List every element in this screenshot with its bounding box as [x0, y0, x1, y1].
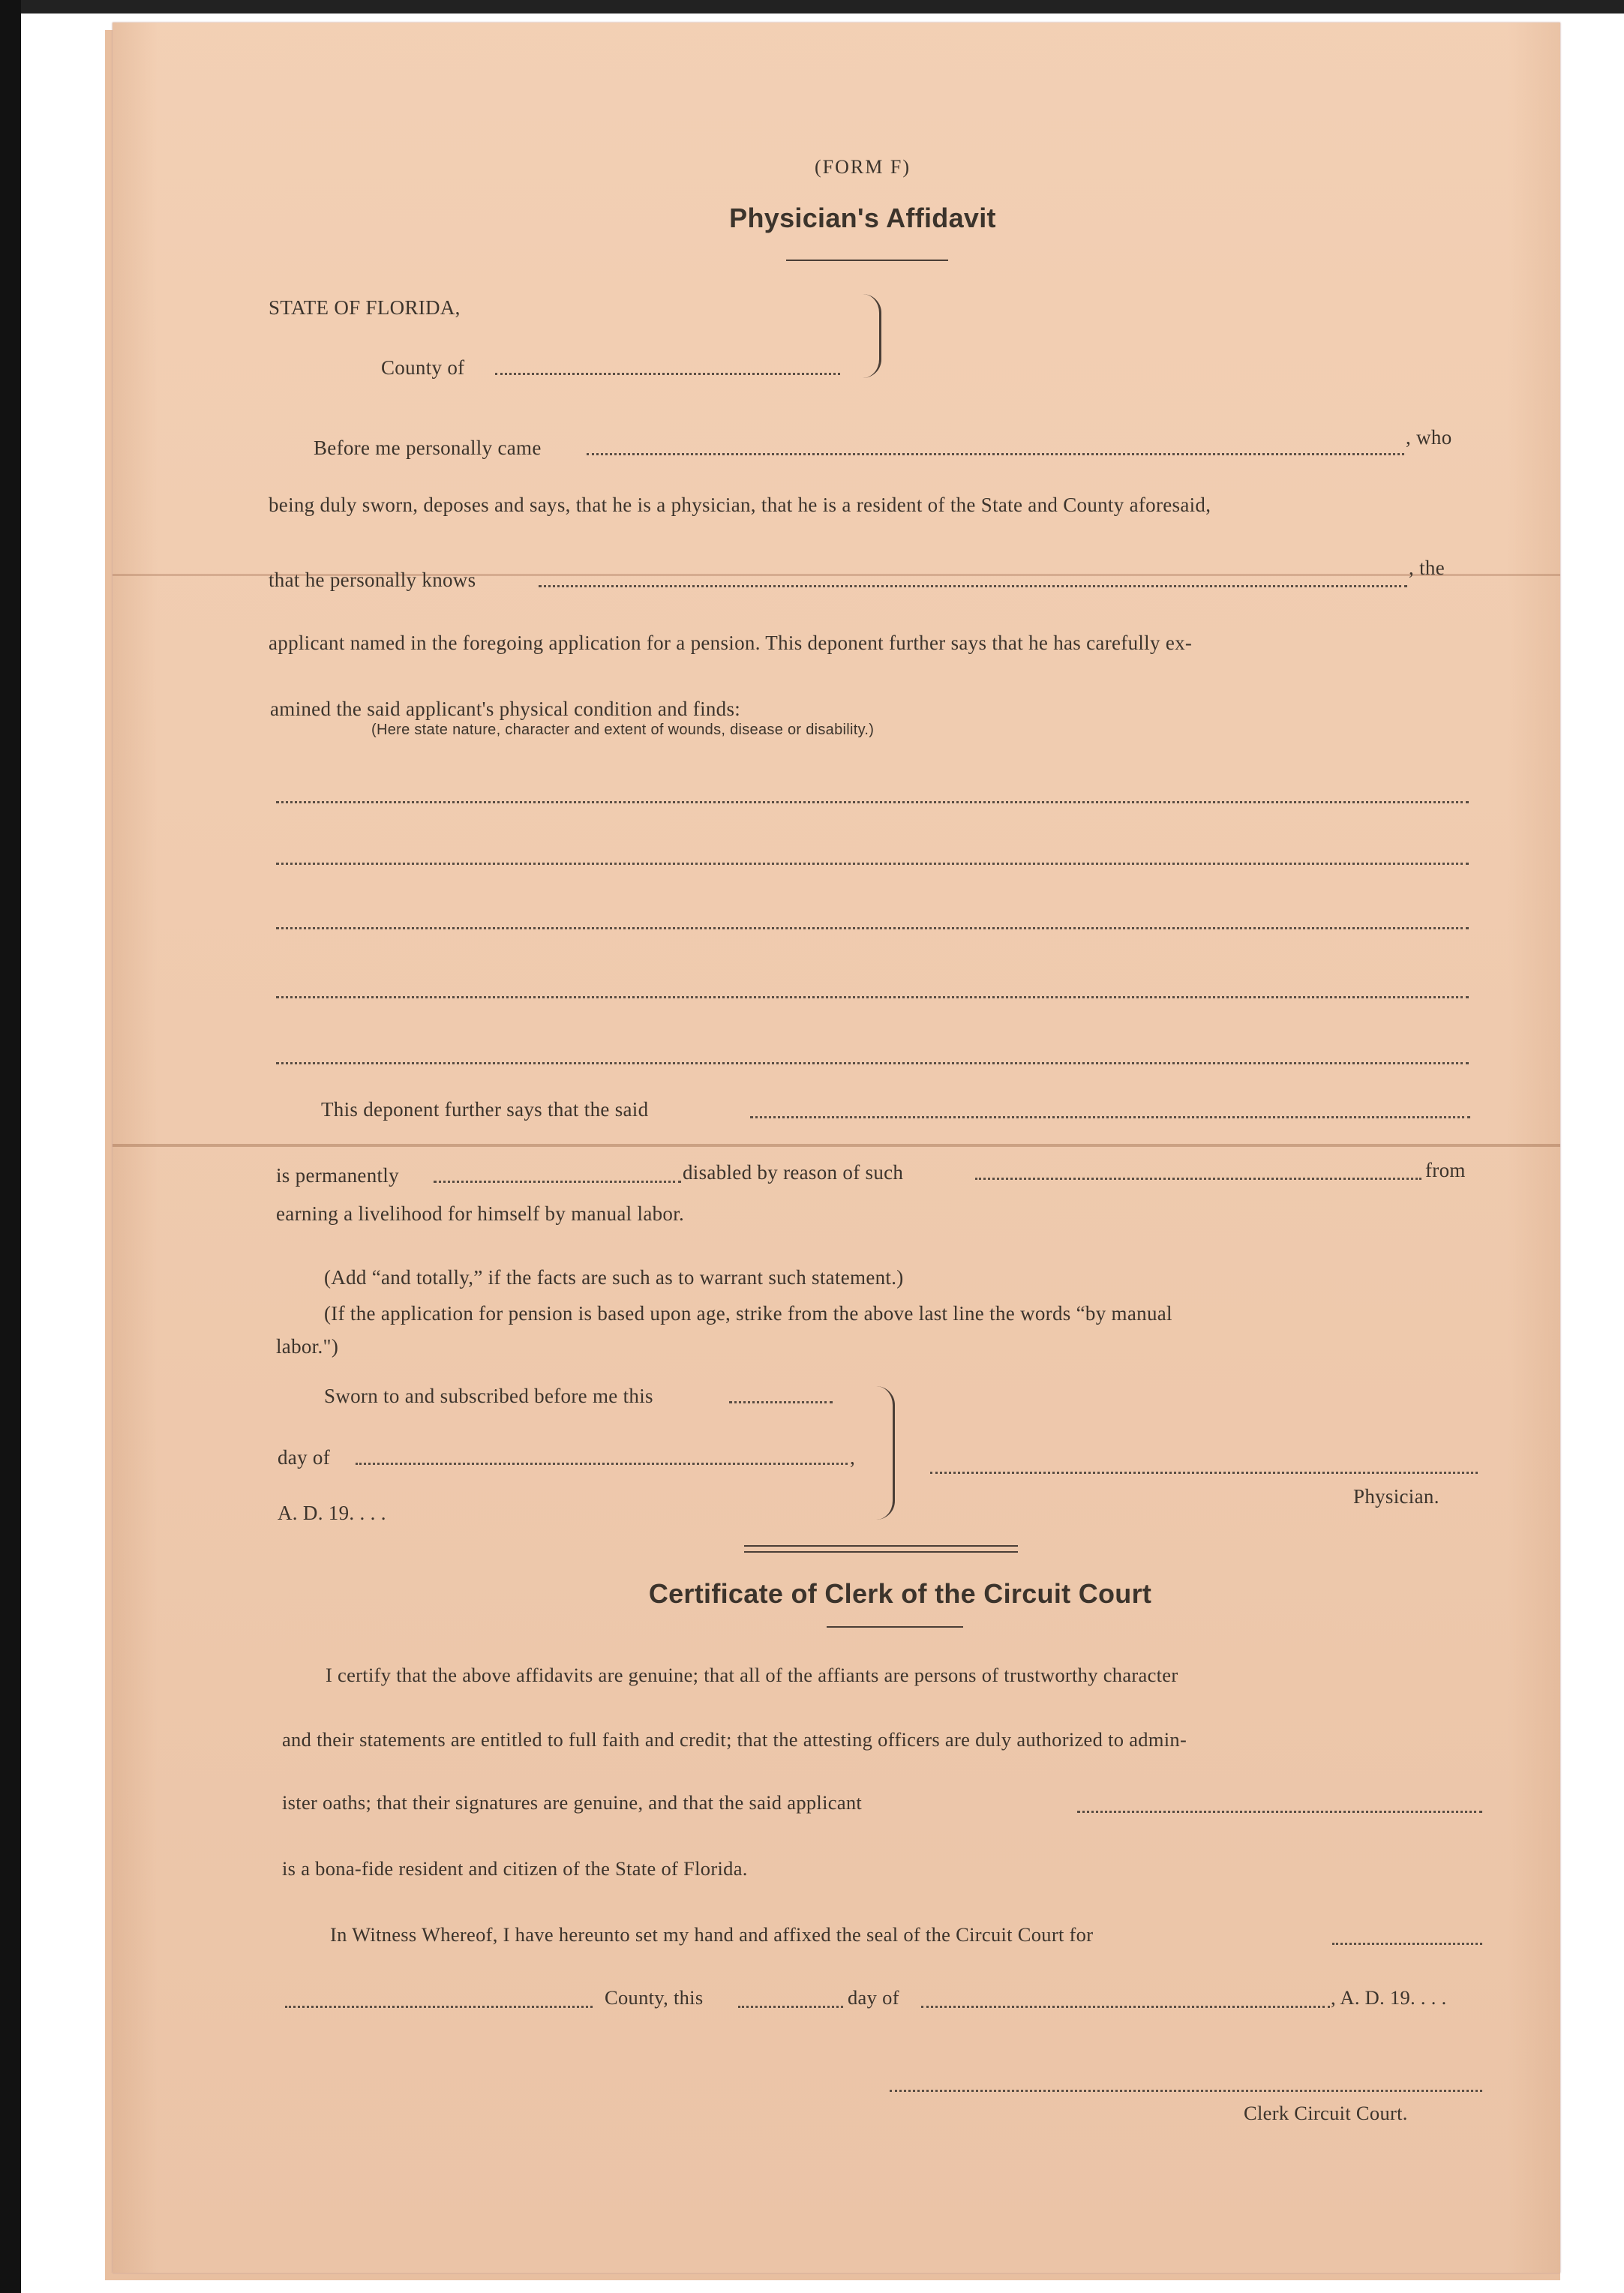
jurat-brace: [876, 1386, 895, 1520]
section-divider: [744, 1551, 1018, 1553]
clerk-signature-field[interactable]: [890, 2090, 1482, 2092]
sworn-line: being duly sworn, deposes and says, that he is a physician, that he is a resident of the State and County aforesaid,: [269, 494, 1211, 516]
witness-day-field[interactable]: [738, 2006, 843, 2008]
physician-label: Physician.: [1353, 1485, 1439, 1508]
court-county-field[interactable]: [1332, 1943, 1482, 1945]
from-text: from: [1425, 1159, 1466, 1181]
state-label: STATE OF FLORIDA,: [269, 296, 461, 319]
livelihood-text: earning a livelihood for himself by manual labor.: [276, 1202, 685, 1225]
certificate-line-5: In Witness Whereof, I have hereunto set my hand and affixed the seal of the Circuit Court for: [330, 1923, 1094, 1946]
note-totally: (Add “and totally,” if the facts are such as to warrant such statement.): [324, 1266, 904, 1289]
form-label: (FORM F): [815, 156, 911, 178]
affiant-name-field[interactable]: [587, 453, 1404, 455]
witness-month-field[interactable]: [921, 2006, 1330, 2008]
day-of-text: day of: [278, 1446, 331, 1469]
witness-day-of-text: day of: [848, 1986, 899, 2009]
examined-line: amined the said applicant's physical condition and finds:: [270, 698, 741, 720]
county-field[interactable]: [495, 373, 840, 375]
clerk-label: Clerk Circuit Court.: [1244, 2102, 1408, 2124]
the-text: , the: [1409, 557, 1445, 579]
county-label: County of: [381, 356, 465, 379]
applicant-name-field[interactable]: [539, 585, 1407, 587]
certified-applicant-field[interactable]: [1077, 1811, 1482, 1813]
witness-county-field[interactable]: [285, 2006, 593, 2008]
disabled-text: disabled by reason of such: [683, 1161, 904, 1184]
sworn-month-field[interactable]: [356, 1463, 848, 1465]
section-divider: [744, 1545, 1018, 1547]
sworn-text: Sworn to and subscribed before me this: [324, 1385, 653, 1407]
certificate-title: Certificate of Clerk of the Circuit Court: [648, 1578, 1152, 1609]
scan-border-top: [0, 0, 1624, 14]
note-age-cont: labor."): [276, 1335, 339, 1358]
venue-brace: [863, 294, 881, 378]
who-text: , who: [1406, 426, 1452, 449]
disability-cause-field[interactable]: [975, 1178, 1421, 1180]
title-rule: [786, 260, 948, 261]
sworn-day-field[interactable]: [729, 1401, 833, 1403]
witness-year-text: , A. D. 19. . . .: [1331, 1986, 1447, 2009]
scan-border-left: [0, 0, 21, 2293]
before-me-text: Before me personally came: [314, 437, 542, 459]
certificate-line-2: and their statements are entitled to full faith and credit; that the attesting officers are duly authorized to admin-: [282, 1728, 1187, 1751]
said-applicant-field[interactable]: [750, 1116, 1470, 1118]
day-of-comma: ,: [850, 1446, 856, 1469]
knows-text: that he personally knows: [269, 569, 476, 591]
instruction-text: (Here state nature, character and extent of wounds, disease or disability.): [371, 722, 875, 738]
physician-signature-field[interactable]: [930, 1472, 1478, 1474]
findings-line-2[interactable]: [276, 863, 1469, 865]
certificate-title-rule: [827, 1626, 963, 1628]
certificate-line-1: I certify that the above affidavits are genuine; that all of the affiants are persons of trustworthy character: [326, 1664, 1178, 1686]
page-title: Physician's Affidavit: [729, 203, 996, 233]
applicant-line: applicant named in the foregoing application for a pension. This deponent further says that he has carefully ex-: [269, 632, 1193, 654]
findings-line-1[interactable]: [276, 801, 1469, 803]
findings-line-4[interactable]: [276, 996, 1469, 998]
certificate-line-4: is a bona-fide resident and citizen of the State of Florida.: [282, 1857, 748, 1880]
findings-line-5[interactable]: [276, 1062, 1469, 1064]
permanently-text: is permanently: [276, 1164, 399, 1187]
disability-degree-field[interactable]: [434, 1181, 681, 1183]
findings-line-3[interactable]: [276, 927, 1469, 929]
county-this-text: County, this: [605, 1986, 704, 2009]
note-age: (If the application for pension is based upon age, strike from the above last line the words “by manual: [324, 1302, 1172, 1325]
further-says-text: This deponent further says that the said: [321, 1098, 649, 1121]
fold-crease: [113, 1144, 1560, 1147]
certificate-line-3: ister oaths; that their signatures are genuine, and that the said applicant: [282, 1791, 863, 1814]
ad-year-text: A. D. 19. . . .: [278, 1502, 386, 1524]
